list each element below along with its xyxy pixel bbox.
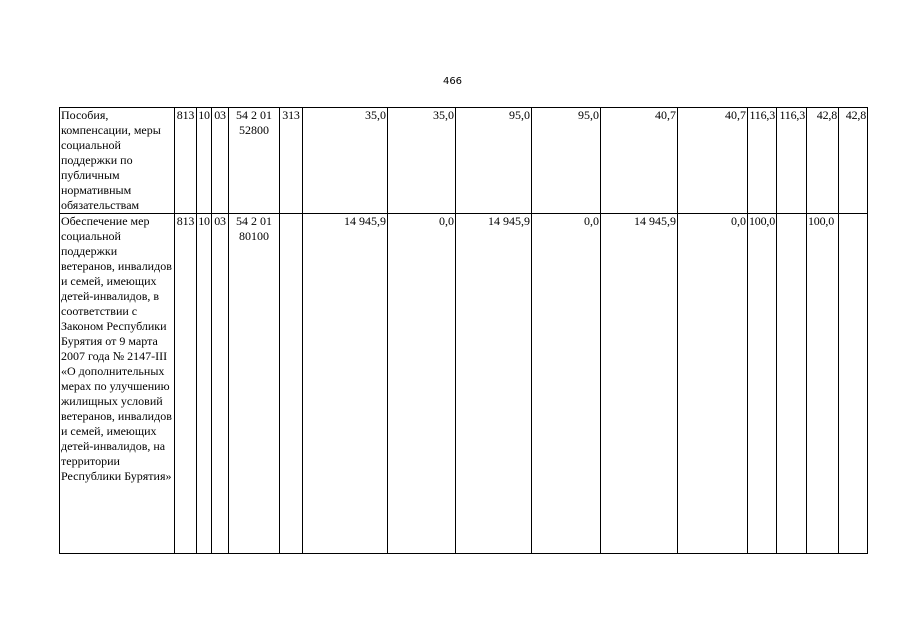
percent-cell: 116,3 (748, 108, 777, 214)
section-code: 10 (197, 214, 212, 554)
ministry-code: 813 (175, 214, 197, 554)
row-name: Пособия, компенсации, меры социальной поддержки по публичным нормативным обязательствам (60, 108, 175, 214)
percent-cell: 42,8 (807, 108, 839, 214)
target-article-code: 54 2 01 52800 (229, 108, 280, 214)
percent-cell: 100,0 (748, 214, 777, 554)
row-name: Обеспечение мер социальной поддержки ветеранов, инвалидов и семей, имеющих детей-инвалидов, в соответствии с Законом Республики Бурятия от 9 марта 2007 года № 2147-III «О дополнительных мерах по улучшению жилищных условий ветеранов, инвалидов и семей, имеющих детей-инвалидов, на территории Республики Бурятия» (60, 214, 175, 554)
value-cell: 0,0 (678, 214, 748, 554)
expense-type-code: 313 (280, 108, 303, 214)
percent-cell: 100,0 (807, 214, 839, 554)
page-number: 466 (442, 76, 463, 87)
ministry-code: 813 (175, 108, 197, 214)
percent-cell (777, 214, 807, 554)
subsection-code: 03 (212, 214, 229, 554)
value-cell: 14 945,9 (303, 214, 388, 554)
percent-cell: 116,3 (777, 108, 807, 214)
table-row (60, 108, 868, 214)
value-cell: 95,0 (532, 108, 601, 214)
target-article-code: 54 2 01 80100 (229, 214, 280, 554)
value-cell: 0,0 (388, 214, 456, 554)
value-cell: 0,0 (532, 214, 601, 554)
value-cell: 40,7 (601, 108, 678, 214)
value-cell: 14 945,9 (601, 214, 678, 554)
value-cell: 40,7 (678, 108, 748, 214)
budget-table (59, 107, 868, 554)
section-code: 10 (197, 108, 212, 214)
percent-cell (839, 214, 868, 554)
value-cell: 95,0 (456, 108, 532, 214)
expense-type-code (280, 214, 303, 554)
value-cell: 35,0 (388, 108, 456, 214)
value-cell: 35,0 (303, 108, 388, 214)
value-cell: 14 945,9 (456, 214, 532, 554)
subsection-code: 03 (212, 108, 229, 214)
table-row (60, 214, 868, 554)
percent-cell: 42,8 (839, 108, 868, 214)
